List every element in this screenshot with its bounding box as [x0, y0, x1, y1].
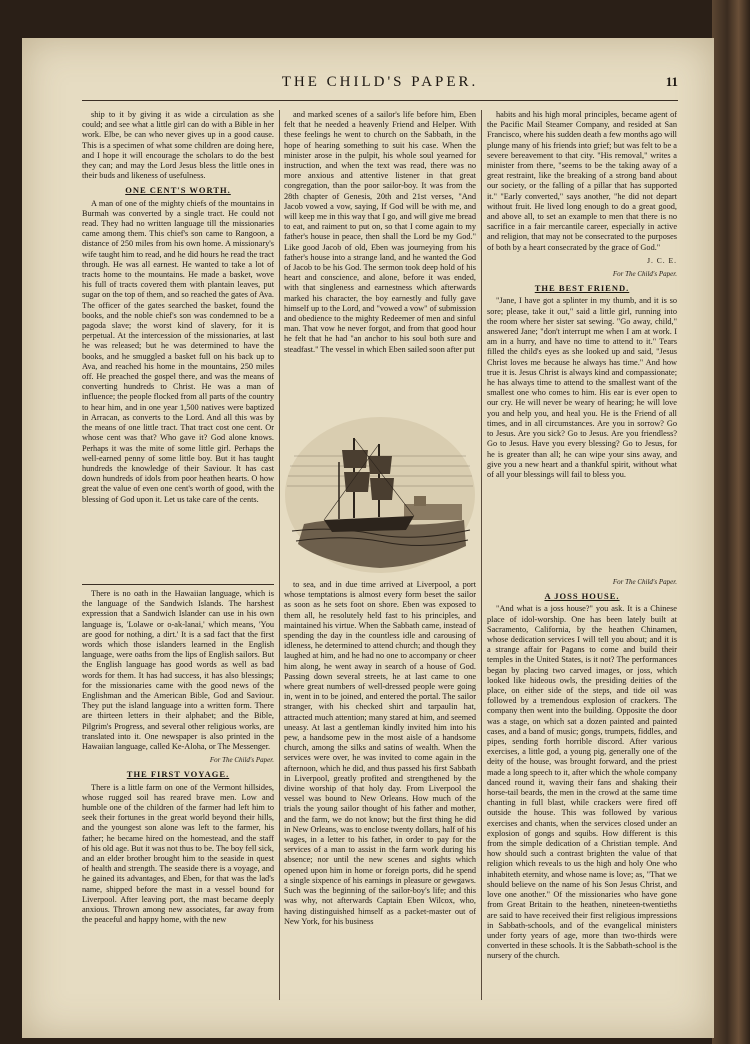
- newspaper-page: [22, 38, 714, 1038]
- ship-engraving: [284, 416, 476, 574]
- article-first-voyage-body: There is a little farm on one of the Vermont hillsides, whose rugged soil has reared brave men. Low and humble one of the children of the farmer had left him to seek their fortunes in the great world beyond their hills, and the youngest son alone was left to the farmer, his father; he became hired on the homestead, and the staff of his old age. But it was not thus to be. The boy fell sick, and an elder brother brought him to the seaside in quest of health and strength. The seaside there is a voyage, and he gained its advantages, and Eben, for that was the lad's name, shipped before the mast in a vessel bound for Liverpool. After leaving port, the mast became deeply anxious. Thrown among new associates, far away from the peaceful and happy home, with the new: [82, 782, 274, 925]
- column-1-top: [82, 110, 274, 570]
- column-divider: [279, 110, 280, 1000]
- article-heading-best-friend: THE BEST FRIEND.: [534, 283, 630, 294]
- first-voyage-continued-body: to sea, and in due time arrived at Liverpool, a port whose temptations is almost every form beset the sailor as soon as he sets foot on shore. Eben was exposed to them all, he resolutely held fast to his principles, and maintained his virtue. When the Sabbath came, instead of spending the day in the countless idle and carousing of idleness, he determined to attend church; and though they laughed at him, and he had no one to accompany or cheer him along, he went away in search of a house of God. Passing down several streets, he at last came to one where great numbers of well-dressed people were going in, went in to be joined, and entered the portal. The sailor stranger, with his checked shirt and tarpaulin hat, attracted much attention; many stared at him, and seemed uneasy. At last a gentleman kindly invited him into his pew, a handsome pew in the most aisle of a handsome church, among the silks and satins of wealth. When the services were over, he was invited to come again in the afternoon, which he did, and thus passed his first Sabbath in Liverpool, greatly profited and strengthened by the divine worship of that holy day. From Liverpool the vessel was bound to New Orleans. How much of the trials the young sailor thought of his father and mother, and the farm, we do not know; but the first thing he did in New Orleans, was to enclose twenty dollars, half of his wages, in a letter to his father, in order to pay for the services of a man to assist in the farm work during his absence; nor until the new scenes and sights which opened upon him in home or foreign ports, did he spend a single sixpence of his earnings in pleasure or gewgaws. Such was the beginning of the sailor-boy's life; and this was why, not afterwards Captain Eben Wilcox, who, having distinguished himself as a packet-master out of New York, for his business: [284, 580, 476, 926]
- column-1-bottom: [82, 580, 274, 1000]
- column-3-bottom: [487, 575, 677, 1000]
- article-heading-joss-house: A JOSS HOUSE.: [544, 591, 620, 602]
- source-credit: For The Child's Paper.: [209, 756, 274, 765]
- column-1-intro: ship to it by giving it as wide a circulation as she could; and see what a little girl can do with a Bible in her work. Elbe, be can who never gives up in a good cause. This is a specimen of what some children are doing here, and I hope it will encourage the scholars to do the best they can; and may the Lord Jesus bless the little ones in their buds and likeness of usefulness.: [82, 110, 274, 181]
- article-best-friend-body: "Jane, I have got a splinter in my thumb, and it is so sore; please, take it out," said a little girl, running into the room where her sister sat sewing. "Go away, child," answered Jane; "don't interrupt me when I am at work. I am in a hurry, and have no time to attend to it." Tears filled the child's eyes as she looked up and said, "Jesus Christ loves me because he always has time." And how true it is. Jesus Christ is always kind and compassionate; he has always time to attend to the smallest want of the smallest one who comes to him. His ear is ever open to our cry. He will never be weary of hearing; he will love you and help you, and heal you. He is the Friend of all times, and in all circumstances. Are you in sorrow? Go to Jesus. Are you sick? Go to Jesus. Are you friendless? Go to Jesus. Have you every blessing? Go to Jesus, for he is greater than all; he can wipe your sins away, and give you a new heart and a thankful spirit, without what of all your blessings will fail to bless you.: [487, 296, 677, 479]
- article-heading-first-voyage: THE FIRST VOYAGE.: [126, 769, 230, 780]
- article-joss-house-body: "And what is a joss house?" you ask. It is a Chinese place of idol-worship. One has been lately built at Sacramento, California, by the heathen Chinamen, whose dedication services I will tell you about; and it is a strange affair for Pagans to come and build their temples in the United States, is it not? The performances began by placing two carved images, or joss, which looked like hideous owls, the presiding deities of the place, on either side of the steps, and tide oil was followed by a tremendous explosion of crackers. The company then went into the building. Opposite the door was a stage, on which sat a dozen painted and painted cases, and a band of music; gongs, trumpets, fiddles, and pipes, sending forth horrible discord. After various exercises, a little god, a young pig, generally one of the deity of the house, was brought forward, and the priest made a long speech to it, after which the whole company danced round it, waving their fans and shaking their horse-tail beards, the men in the crowd at the same time chanting in full blast, while crackers were fired off outside the house. This was followed by various exercises and chants, when the services closed under an explosion of gongs and squibs. How different is this from the simple dedication of a Christian temple. And how should such a contrast brighten the value of that religion which reveals to us the high and holy One who inhabiteth eternity, and whose name is love; as, "That we should believe on the name of his Son Jesus Christ, and love one another." Of the missionaries who have gone from Great Britain to the heathen, nineteen-twentieths are said to have received their first religious impressions in Sabbath-schools, and of the evangelical ministers under forty years of age, more than two-thirds were converted in these schools. It is the Sabbath-school is the nursery of the church.: [487, 604, 677, 961]
- page-header: [82, 70, 678, 101]
- section-rule: [82, 584, 274, 585]
- column-2-top: [284, 110, 476, 410]
- book-binding-edge: [712, 0, 750, 1044]
- article-heading-one-cents-worth: ONE CENT'S WORTH.: [125, 185, 231, 196]
- page-number: 11: [665, 74, 678, 89]
- author-signature: J. C. E.: [647, 255, 677, 265]
- running-title: THE CHILD'S PAPER.: [281, 74, 479, 90]
- source-credit: For The Child's Paper.: [612, 578, 677, 586]
- hawaiian-language-paragraph: There is no oath in the Hawaiian language, which is the language of the Sandwich Islands. The harshest expression that a Sandwich Islander can use in his own language is, 'Lolawe or o-ak-lanai,' which means, 'You are good for nothing, a dirt.' It is a sad fact that the first words which those islanders learned in the English language, were oaths from the lips of English sailors. But the English language has good words as well as bad words for them. It has had success, it has also blessings; for the missionaries came with the good news of the Englishman and the American Bible, God and Saviour. They put the island language into a written form. There are thirteen letters in their alphabet; and the Bible, Pilgrim's Progress, and several other religious works, are translated into it. One newspaper is also printed in the Hawaiian language, called Ke-Aloha, or The Messenger.: [82, 589, 274, 752]
- column-3-intro: habits and his high moral principles, became agent of the Pacific Mail Steamer Company, and resided at San Francisco, where his sudden death a few months ago will plunge many of his friends into grief; but was felt to be a severe bereavement to that city. "His removal," writes a minister from there, "seems to be the taking away of a great restraint, like the breaking of a strong band about our society, or the falling of a pillar that has supported it." "Early converted," says another, "he did not depart without fruit. He lived long enough to do a great good, and above all, to set an example to men that there is no sacrifice in a fair mercantile career, especially in active and religion, that may not be consecrated to the purposes of both by a heart consecrated by the grace of God.": [487, 110, 677, 252]
- column-3-top: [487, 110, 677, 565]
- column-divider: [481, 110, 482, 1000]
- article-one-cents-worth-body: A man of one of the mighty chiefs of the mountains in Burmah was converted by a single tract. He could not read. They had no written language till the missionaries came among them. This chief's son came to Rangoon, a distance of 250 miles from his own home. A missionary's wife taught him to read, and he did hours he read the tract through. He was all earnest. He wanted to take a lot of tracts home to the mountains. He made a basket, wove his full of tracts covered them with plantain leaves, put sugar on the top of them, and so reached the gates of Ava. The officer of the gates searched the basket, found the books, and the noble chief's son was condemned to be a pagoda slave; the worst kind of slavery, for it is perpetual. At the intercession of the missionaries, at last he was released; but he was determined to have the books, and he smuggled a basket full on his back up to Ava, and reached his home in the mountains, 250 miles off. He preached the gospel there, and was the means of converting hundreds to Christ. He was a man of influence; the people flocked from all parts of the country to hear him, and in one year 1,500 natives were baptized in Arracan, as converts to the Lord. And all this was by the means of one little tract. That tract cost one cent. Or whose cent was that? Who gave it? God alone knows. Perhaps it was the mite of some little girl. Perhaps the well-earned penny of some little boy. But it has taught hundreds the knowledge of their Saviour. It has cast down hundreds of idols from poor heathen hearts. O how great the value of even one cent's worth of good, with the blessing of God upon it. Let us take care of the cents.: [82, 198, 274, 504]
- source-credit: For The Child's Paper.: [612, 270, 677, 279]
- column-2-bottom: [284, 580, 476, 1000]
- first-voyage-continuation: and marked scenes of a sailor's life before him, Eben felt that he needed a heavenly Friend and Helper. With these feelings he went to church on the Sabbath, in the hope of hearing something to suit his case. When the minister arose in the pulpit, his whole soul yearned for instruction, and when the text was read, there was no more anxious and attentive listener in that great congregation, than the poor sailor-boy. It was from the 28th chapter of Genesis, 20th and 21st verses, "And Jacob vowed a vow, saying, If God will be with me, and will keep me in this way that I go, and will give me bread to eat, and raiment to put on, so that I come again to my father's house in peace, then shall the Lord be my God." Like good Jacob of old, Eben was journeying from his father's house into a strange land, and he wanted the God of Jacob to be his God. The sermon took deep hold of his heart and conscience, and alone, before it was ended, with that singleness and earnestness which afterwards marked his character, the boy earnestly and fully gave himself up to the Lord, and "vowed a vow" of submission and obedience to the mighty Redeemer of men and sinful man. That vow he never forgot, and from that good hour he felt that he had "an anchor to his soul both sure and steadfast." The vessel in which Eben sailed soon after put: [284, 110, 476, 354]
